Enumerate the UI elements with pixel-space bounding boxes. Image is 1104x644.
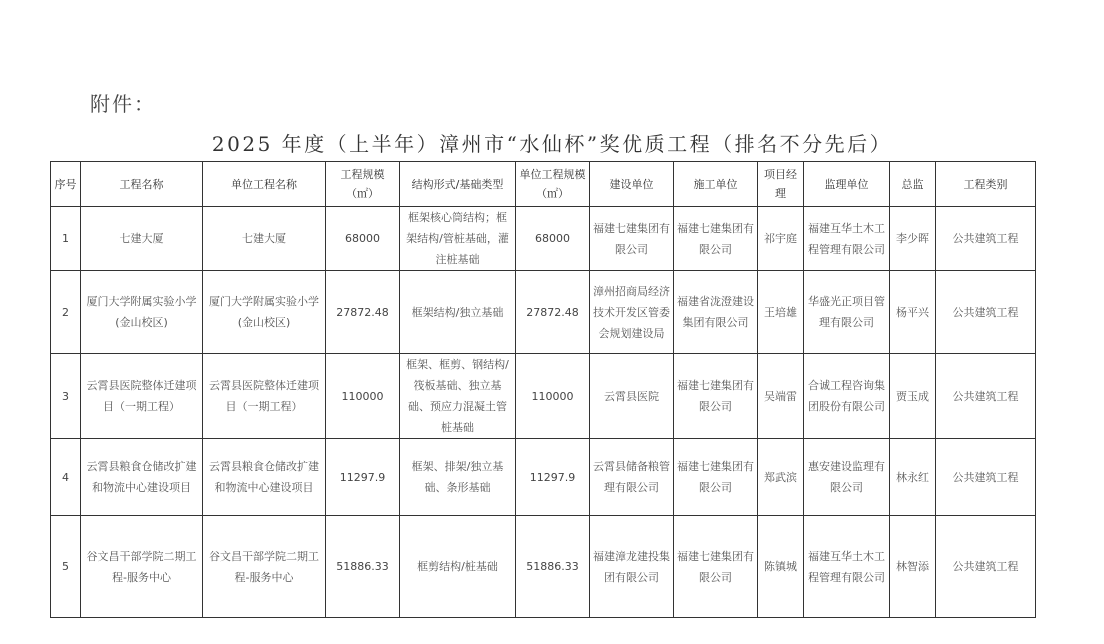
cell-project: 云霄县粮食仓储改扩建和物流中心建设项目 xyxy=(81,439,203,516)
header-scale: 工程规模（㎡） xyxy=(326,162,400,207)
cell-builder: 云霄县储备粮管理有限公司 xyxy=(590,439,674,516)
cell-manager: 祁宇庭 xyxy=(758,207,804,271)
header-project: 工程名称 xyxy=(81,162,203,207)
table-row xyxy=(51,207,1036,271)
cell-structure: 框架、框剪、钢结构/筏板基础、独立基础、预应力混凝土管桩基础 xyxy=(400,354,516,439)
cell-seq: 3 xyxy=(51,354,81,439)
cell-seq: 2 xyxy=(51,271,81,354)
header-structure: 结构形式/基础类型 xyxy=(400,162,516,207)
cell-project: 厦门大学附属实验小学(金山校区) xyxy=(81,271,203,354)
cell-unit-project: 谷文昌干部学院二期工程-服务中心 xyxy=(203,516,326,618)
cell-seq: 1 xyxy=(51,207,81,271)
header-unit-scale: 单位工程规模（㎡） xyxy=(516,162,590,207)
cell-manager: 陈镇城 xyxy=(758,516,804,618)
awards-table xyxy=(50,161,1036,618)
cell-structure: 框架、排架/独立基础、条形基础 xyxy=(400,439,516,516)
cell-scale: 27872.48 xyxy=(326,271,400,354)
cell-supervisor: 福建互华土木工程管理有限公司 xyxy=(804,516,890,618)
cell-structure: 框剪结构/桩基础 xyxy=(400,516,516,618)
cell-unit-scale: 27872.48 xyxy=(516,271,590,354)
header-builder: 建设单位 xyxy=(590,162,674,207)
cell-seq: 4 xyxy=(51,439,81,516)
cell-unit-scale: 51886.33 xyxy=(516,516,590,618)
cell-unit-project: 云霄县粮食仓储改扩建和物流中心建设项目 xyxy=(203,439,326,516)
cell-manager: 吴端雷 xyxy=(758,354,804,439)
cell-chief: 林智添 xyxy=(890,516,936,618)
header-unit-project: 单位工程名称 xyxy=(203,162,326,207)
cell-structure: 框架核心筒结构；框架结构/管桩基础，灌注桩基础 xyxy=(400,207,516,271)
cell-builder: 福建七建集团有限公司 xyxy=(590,207,674,271)
cell-unit-project: 云霄县医院整体迁建项目（一期工程） xyxy=(203,354,326,439)
cell-supervisor: 华盛光正项目管理有限公司 xyxy=(804,271,890,354)
cell-category: 公共建筑工程 xyxy=(936,207,1036,271)
cell-builder: 福建漳龙建投集团有限公司 xyxy=(590,516,674,618)
cell-category: 公共建筑工程 xyxy=(936,271,1036,354)
header-contractor: 施工单位 xyxy=(674,162,758,207)
cell-unit-project: 厦门大学附属实验小学(金山校区) xyxy=(203,271,326,354)
cell-manager: 郑武滨 xyxy=(758,439,804,516)
cell-project: 七建大厦 xyxy=(81,207,203,271)
table-row xyxy=(51,354,1036,439)
header-seq: 序号 xyxy=(51,162,81,207)
header-chief: 总监 xyxy=(890,162,936,207)
header-manager: 项目经理 xyxy=(758,162,804,207)
cell-chief: 林永红 xyxy=(890,439,936,516)
header-category: 工程类别 xyxy=(936,162,1036,207)
cell-builder: 漳州招商局经济技术开发区管委会规划建设局 xyxy=(590,271,674,354)
cell-category: 公共建筑工程 xyxy=(936,439,1036,516)
cell-seq: 5 xyxy=(51,516,81,618)
cell-contractor: 福建省泷澄建设集团有限公司 xyxy=(674,271,758,354)
cell-chief: 杨平兴 xyxy=(890,271,936,354)
cell-scale: 51886.33 xyxy=(326,516,400,618)
cell-category: 公共建筑工程 xyxy=(936,516,1036,618)
cell-supervisor: 惠安建设监理有限公司 xyxy=(804,439,890,516)
document-title: 2025 年度（上半年）漳州市“水仙杯”奖优质工程（排名不分先后） xyxy=(211,132,893,156)
cell-scale: 68000 xyxy=(326,207,400,271)
cell-unit-project: 七建大厦 xyxy=(203,207,326,271)
cell-unit-scale: 110000 xyxy=(516,354,590,439)
table-row xyxy=(51,439,1036,516)
cell-structure: 框架结构/独立基础 xyxy=(400,271,516,354)
cell-project: 云霄县医院整体迁建项目（一期工程） xyxy=(81,354,203,439)
cell-chief: 李少晖 xyxy=(890,207,936,271)
cell-supervisor: 福建互华土木工程管理有限公司 xyxy=(804,207,890,271)
cell-unit-scale: 68000 xyxy=(516,207,590,271)
cell-contractor: 福建七建集团有限公司 xyxy=(674,516,758,618)
table-header-row xyxy=(51,162,1036,207)
table-row xyxy=(51,271,1036,354)
cell-manager: 王培雄 xyxy=(758,271,804,354)
cell-chief: 贾玉成 xyxy=(890,354,936,439)
cell-contractor: 福建七建集团有限公司 xyxy=(674,207,758,271)
cell-supervisor: 合诚工程咨询集团股份有限公司 xyxy=(804,354,890,439)
cell-contractor: 福建七建集团有限公司 xyxy=(674,354,758,439)
cell-scale: 110000 xyxy=(326,354,400,439)
attachment-label: 附件： xyxy=(90,92,156,116)
header-supervisor: 监理单位 xyxy=(804,162,890,207)
table-row xyxy=(51,516,1036,618)
cell-project: 谷文昌干部学院二期工程-服务中心 xyxy=(81,516,203,618)
cell-category: 公共建筑工程 xyxy=(936,354,1036,439)
cell-contractor: 福建七建集团有限公司 xyxy=(674,439,758,516)
cell-unit-scale: 11297.9 xyxy=(516,439,590,516)
cell-builder: 云霄县医院 xyxy=(590,354,674,439)
cell-scale: 11297.9 xyxy=(326,439,400,516)
